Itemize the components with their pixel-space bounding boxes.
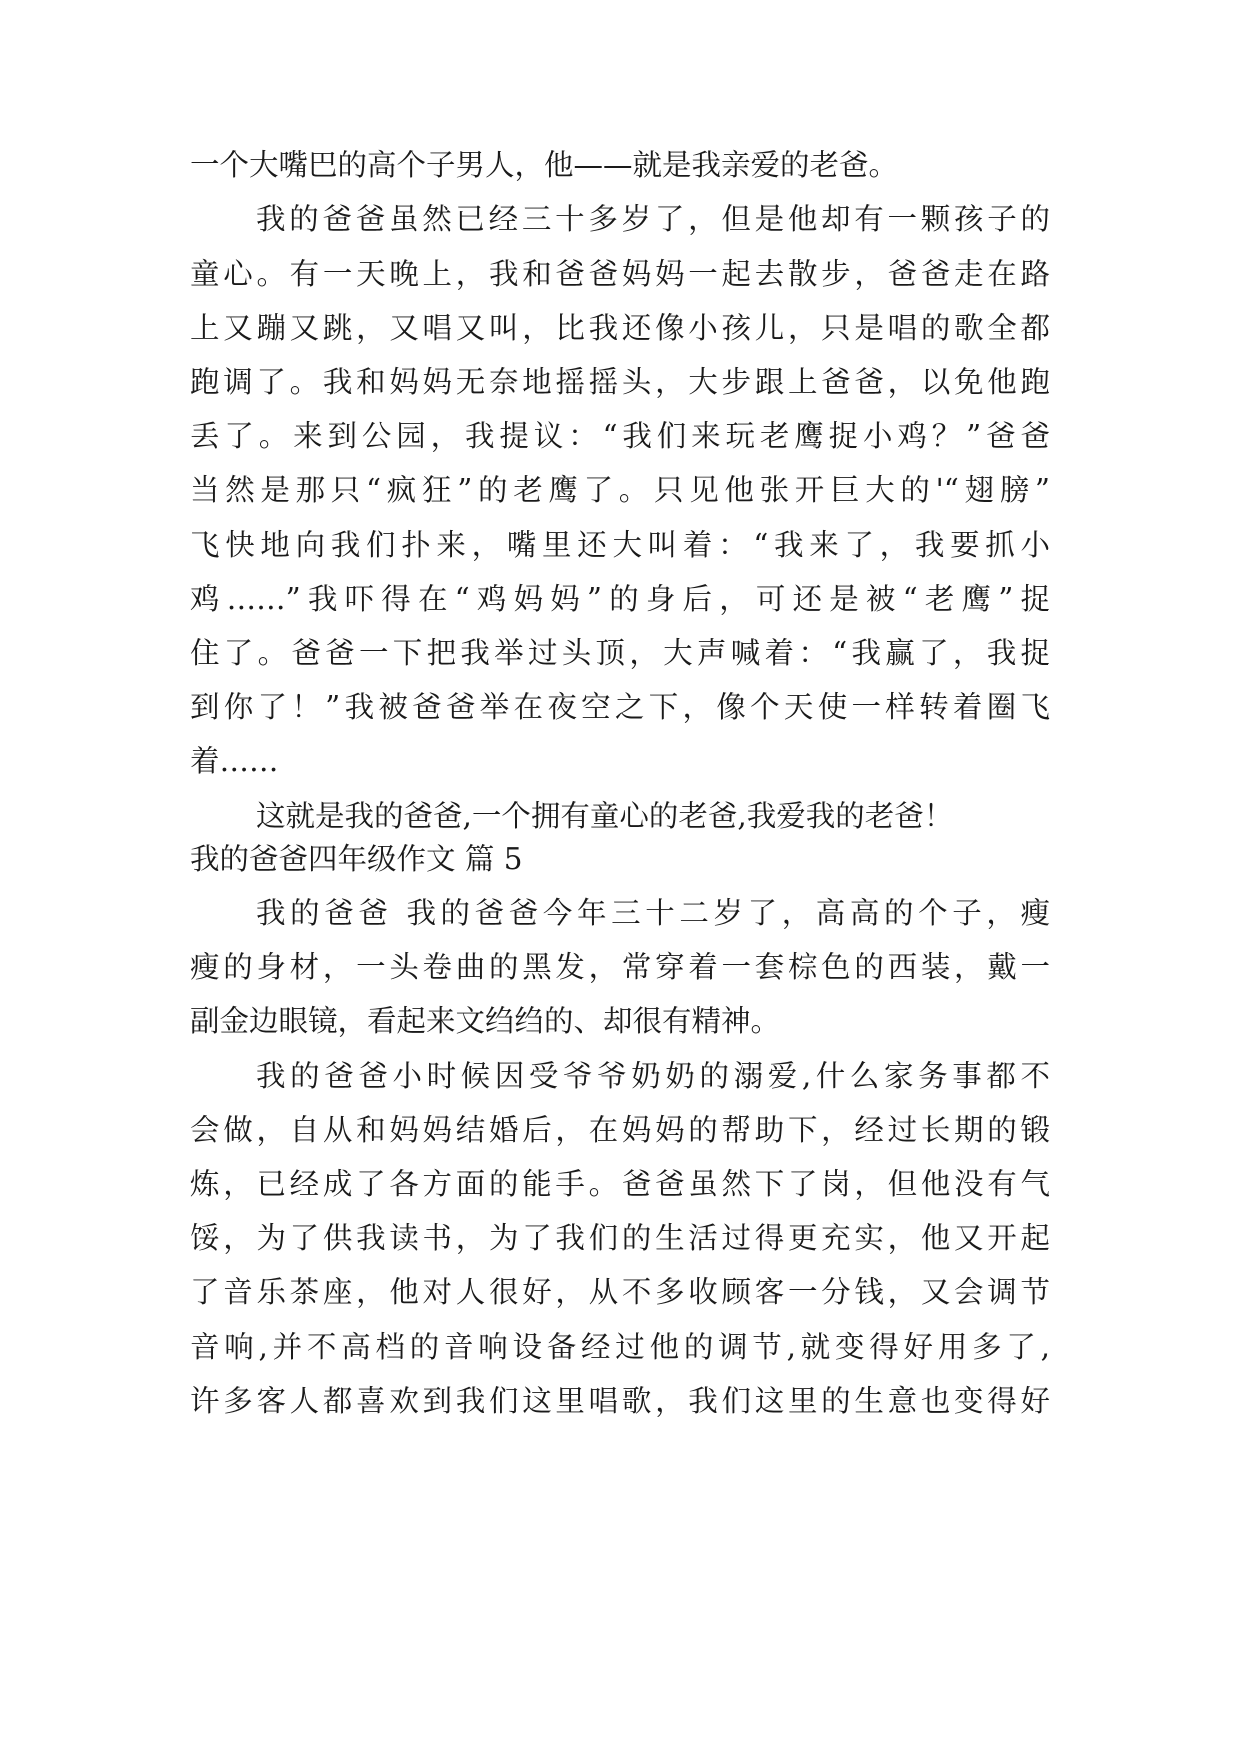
text-line: 了音乐茶座，他对人很好，从不多收顾客一分钱，又会调节 <box>190 1275 1050 1309</box>
text-line: 着…… <box>190 744 279 778</box>
paragraph-first-line: 我的爸爸小时候因受爷爷奶奶的溺爱,什么家务事都不 <box>256 1059 1050 1093</box>
text-line: 当然是那只“疯狂”的老鹰了。只见他张开巨大的'“翅膀” <box>190 473 1050 507</box>
text-line: 鸡……”我吓得在“鸡妈妈”的身后，可还是被“老鹰”捉 <box>190 582 1050 616</box>
text-line: 许多客人都喜欢到我们这里唱歌，我们这里的生意也变得好 <box>190 1384 1050 1418</box>
paragraph-first-line: 我的爸爸虽然已经三十多岁了，但是他却有一颗孩子的 <box>256 202 1050 236</box>
text-line: 童心。有一天晚上，我和爸爸妈妈一起去散步，爸爸走在路 <box>190 257 1050 291</box>
text-line: 瘦的身材，一头卷曲的黑发，常穿着一套棕色的西装，戴一 <box>190 950 1050 984</box>
text-line: 会做，自从和妈妈结婚后，在妈妈的帮助下，经过长期的锻 <box>190 1113 1050 1147</box>
text-line: 炼，已经成了各方面的能手。爸爸虽然下了岗，但他没有气 <box>190 1167 1050 1201</box>
text-line: 到你了！”我被爸爸举在夜空之下，像个天使一样转着圈飞 <box>190 690 1050 724</box>
text-line: 音响,并不高档的音响设备经过他的调节,就变得好用多了, <box>190 1330 1050 1364</box>
paragraph-first-line: 这就是我的爸爸,一个拥有童心的老爸,我爱我的老爸！ <box>256 799 954 833</box>
section-heading: 我的爸爸四年级作文 篇 5 <box>190 842 523 876</box>
text-line: 上又蹦又跳，又唱又叫，比我还像小孩儿，只是唱的歌全都 <box>190 311 1050 345</box>
text-line: 丢了。来到公园，我提议：“我们来玩老鹰捉小鸡？”爸爸 <box>190 419 1050 453</box>
paragraph-first-line: 我的爸爸 我的爸爸今年三十二岁了，高高的个子，瘦 <box>256 896 1050 930</box>
text-line: 住了。爸爸一下把我举过头顶，大声喊着：“我赢了，我捉 <box>190 636 1050 670</box>
text-line: 跑调了。我和妈妈无奈地摇摇头，大步跟上爸爸，以免他跑 <box>190 365 1050 399</box>
text-line: 副金边眼镜，看起来文绉绉的、却很有精神。 <box>190 1004 781 1038</box>
text-line: 飞快地向我们扑来，嘴里还大叫着：“我来了，我要抓小 <box>190 528 1050 562</box>
text-line: 一个大嘴巴的高个子男人，他——就是我亲爱的老爸。 <box>190 148 899 182</box>
text-line: 馁，为了供我读书，为了我们的生活过得更充实，他又开起 <box>190 1221 1050 1255</box>
